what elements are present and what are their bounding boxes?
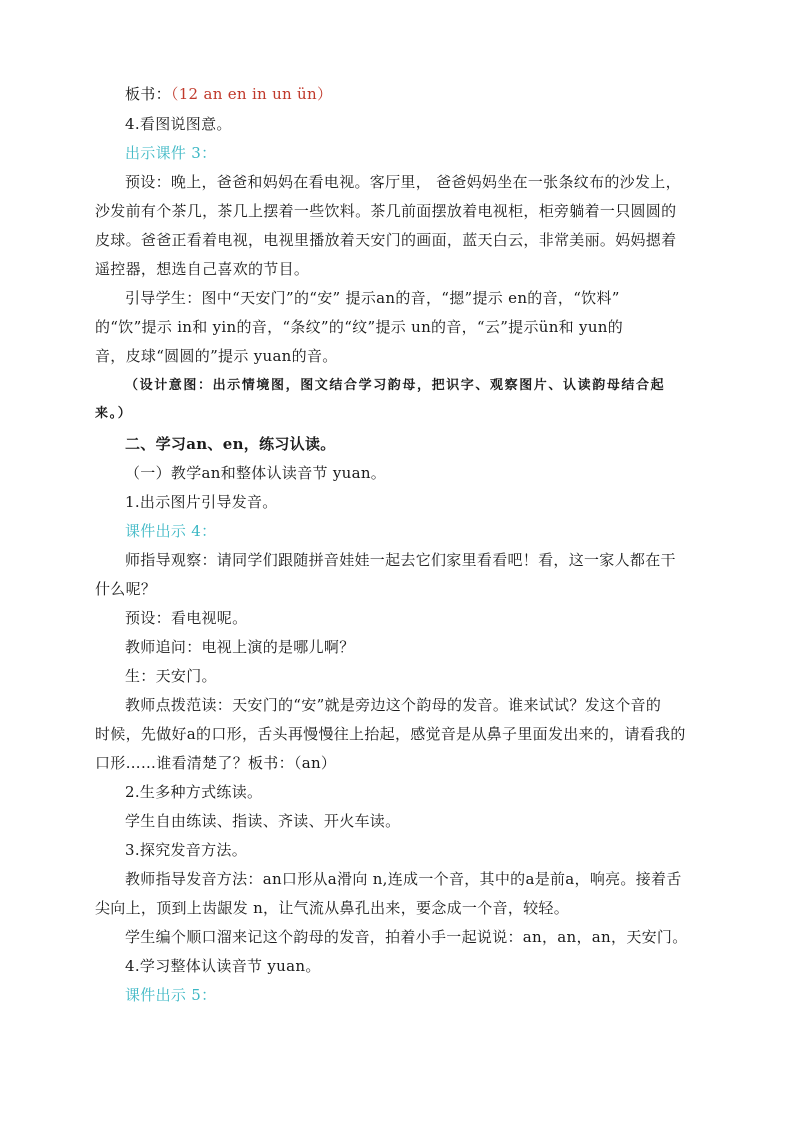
method-paragraph-line-1: 教师指导发音方法：an口形从a滑向 n,连成一个音，其中的a是前a，响亮。接着舌 [125,870,682,888]
rhyme-line: 学生编个顺口溜来记这个韵母的发音，拍着小手一起说说：an，an，an，天安门。 [125,928,688,946]
step-2-line: 2.生多种方式练读。 [125,783,263,801]
courseware-3-label: 出示课件 3： [125,144,217,162]
model-reading-line-3: 口形……谁看清楚了？板书：（an） [95,754,337,772]
observe-paragraph-line-2: 什么呢？ [95,580,157,598]
courseware-5-label: 课件出示 5： [125,986,217,1004]
model-reading-line-1: 教师点拨范读：天安门的“安”就是旁边这个韵母的发音。谁来试试？发这个音的 [125,696,662,714]
design-intent-line-2: 来。） [95,406,133,421]
model-reading-line-2: 时候，先做好a的口形，舌头再慢慢往上抬起，感觉音是从鼻子里面发出来的，请看我的 [95,725,686,743]
step-4b-line: 4.学习整体认读音节 yuan。 [125,957,321,975]
step-3-line: 3.探究发音方法。 [125,841,248,859]
section-2-heading: 二、学习an、en，练习认读。 [125,435,336,453]
preset-tv-line: 预设：看电视呢。 [125,609,248,627]
banshu-label: 板书： [125,85,171,103]
teacher-question-line: 教师追问：电视上演的是哪儿啊？ [125,638,355,656]
subsection-1-step-1: 1.出示图片引导发音。 [125,493,278,511]
design-intent-line-1: （设计意图：出示情境图，图文结合学习韵母，把识字、观察图片、认读韵母结合起 [125,378,666,393]
banshu-content: （12 an en in un ün） [170,85,333,103]
guide-paragraph-line-1: 引导学生：图中“天安门”的“安” 提示an的音，“摁”提示 en的音，“饮料” [125,289,620,307]
banshu-line [125,84,725,104]
method-paragraph-line-2: 尖向上，顶到上齿龈发 n，让气流从鼻孔出来，要念成一个音，较轻。 [95,899,570,917]
guide-paragraph-line-3: 音，皮球“圆圆的”提示 yuan的音。 [95,347,338,365]
preset-paragraph-line-1: 预设：晚上，爸爸和妈妈在看电视。客厅里， 爸爸妈妈坐在一张条纹布的沙发上， [125,173,681,191]
practice-line: 学生自由练读、指读、齐读、开火车读。 [125,812,401,830]
subsection-1-heading: （一）教学an和整体认读音节 yuan。 [125,464,387,482]
step-4: 4.看图说图意。 [125,115,232,133]
observe-paragraph-line-1: 师指导观察：请同学们跟随拼音娃娃一起去它们家里看看吧！看，这一家人都在干 [125,551,676,569]
guide-paragraph-line-2: 的“饮”提示 in和 yin的音，“条纹”的“纹”提示 un的音，“云”提示ün和 yun的 [95,318,624,336]
preset-paragraph-line-2: 沙发前有个茶几，茶几上摆着一些饮料。茶几前面摆放着电视柜，柜旁躺着一只圆圆的 [95,202,677,220]
preset-paragraph-line-3: 皮球。爸爸正看着电视，电视里播放着天安门的画面，蓝天白云，非常美丽。妈妈摁着 [95,231,677,249]
student-answer-line: 生：天安门。 [125,667,217,685]
courseware-4-label: 课件出示 4： [125,522,217,540]
preset-paragraph-line-4: 遥控器，想选自己喜欢的节目。 [95,260,310,278]
